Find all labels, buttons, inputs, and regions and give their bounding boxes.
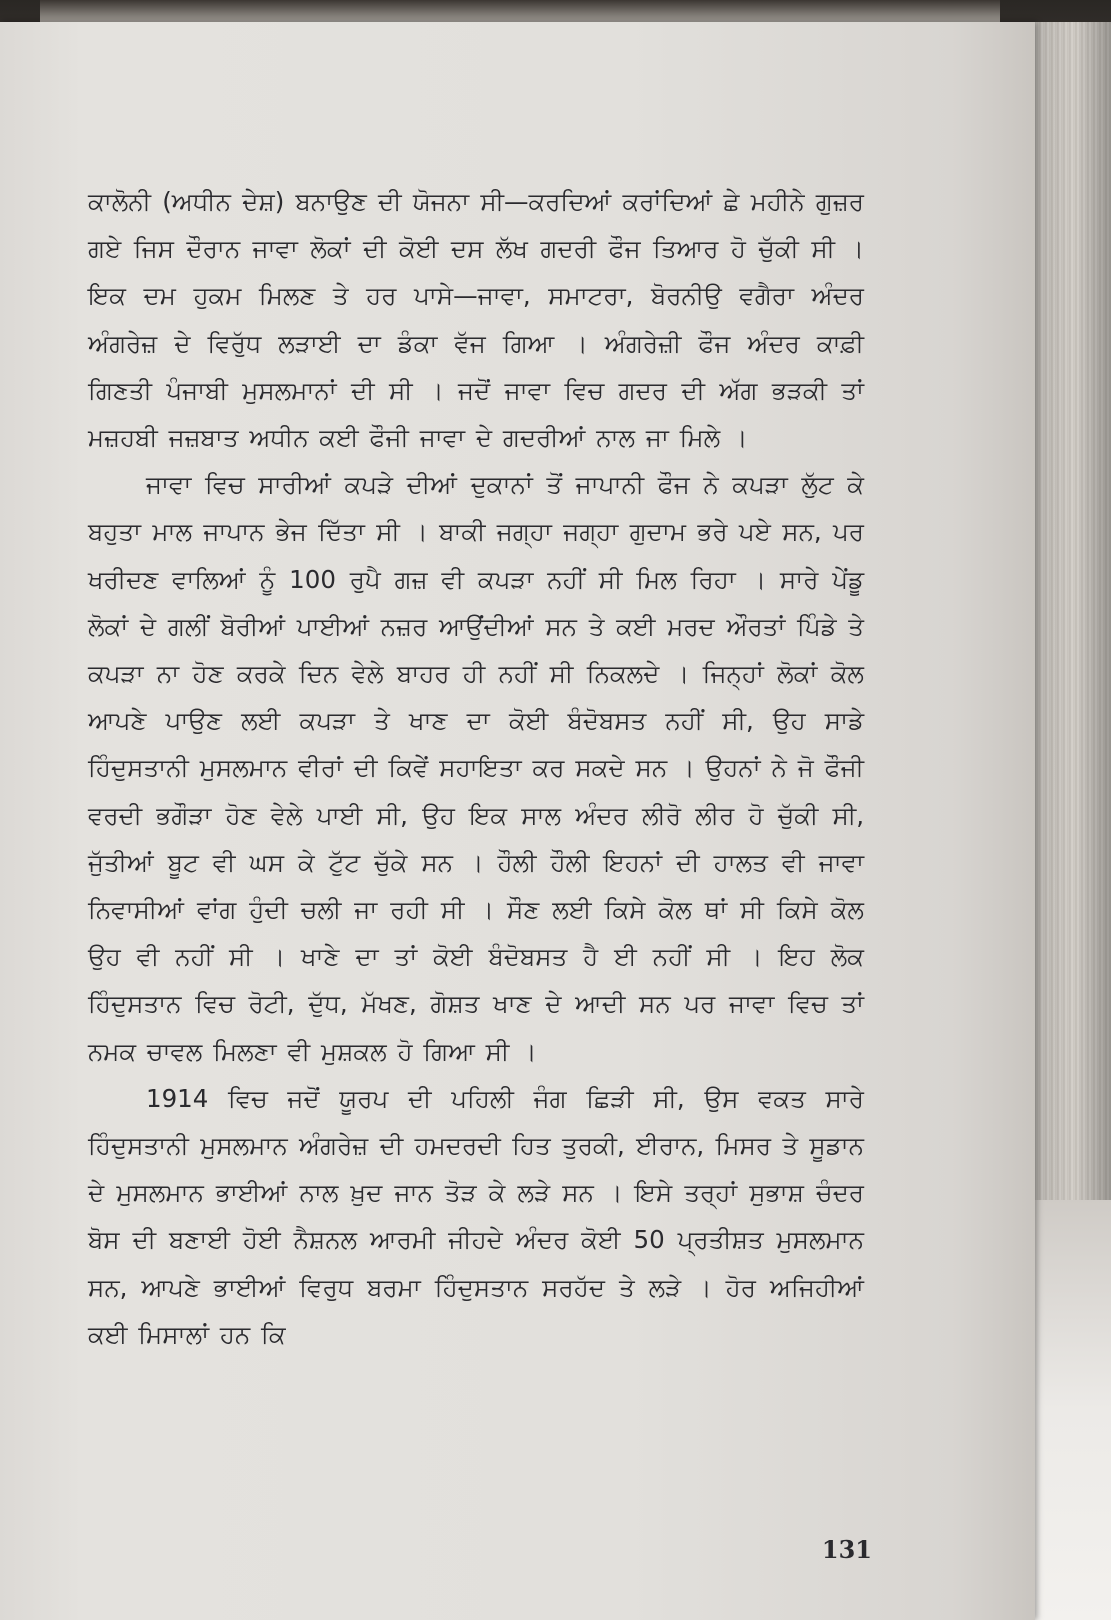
page-number: 131: [821, 1535, 872, 1564]
paragraph-1: ਕਾਲੋਨੀ (ਅਧੀਨ ਦੇਸ਼) ਬਨਾਉਣ ਦੀ ਯੋਜਨਾ ਸੀ—ਕਰਦਿਆਂ ਕਰਾਂਦਿਆਂ ਛੇ ਮਹੀਨੇ ਗੁਜ਼ਰ ਗਏ ਜਿਸ ਦੌਰਾਨ ਜਾਵਾ ਲੋਕਾਂ ਦੀ ਕੋਈ ਦਸ ਲੱਖ ਗਦਰੀ ਫੌਜ ਤਿਆਰ ਹੋ ਚੁੱਕੀ ਸੀ । ਇਕ ਦਮ ਹੁਕਮ ਮਿਲਣ ਤੇ ਹਰ ਪਾਸੇ—ਜਾਵਾ, ਸਮਾਟਰਾ, ਬੋਰਨੀਉ ਵਗੈਰਾ ਅੰਦਰ ਅੰਗਰੇਜ਼ ਦੇ ਵਿਰੁੱਧ ਲੜਾਈ ਦਾ ਡੰਕਾ ਵੱਜ ਗਿਆ । ਅੰਗਰੇਜ਼ੀ ਫੌਜ ਅੰਦਰ ਕਾਫ਼ੀ ਗਿਣਤੀ ਪੰਜਾਬੀ ਮੁਸਲਮਾਨਾਂ ਦੀ ਸੀ । ਜਦੋਂ ਜਾਵਾ ਵਿਚ ਗਦਰ ਦੀ ਅੱਗ ਭੜਕੀ ਤਾਂ ਮਜ਼ਹਬੀ ਜਜ਼ਬਾਤ ਅਧੀਨ ਕਈ ਫੌਜੀ ਜਾਵਾ ਦੇ ਗਦਰੀਆਂ ਨਾਲ ਜਾ ਮਿਲੇ ।: [88, 187, 864, 453]
paragraph-3: 1914 ਵਿਚ ਜਦੋਂ ਯੂਰਪ ਦੀ ਪਹਿਲੀ ਜੰਗ ਛਿੜੀ ਸੀ, ਉਸ ਵਕਤ ਸਾਰੇ ਹਿੰਦੁਸਤਾਨੀ ਮੁਸਲਮਾਨ ਅੰਗਰੇਜ਼ ਦੀ ਹਮਦਰਦੀ ਹਿਤ ਤੁਰਕੀ, ਈਰਾਨ, ਮਿਸਰ ਤੇ ਸੂਡਾਨ ਦੇ ਮੁਸਲਮਾਨ ਭਾਈਆਂ ਨਾਲ ਖ਼ੁਦ ਜਾਨ ਤੋੜ ਕੇ ਲੜੇ ਸਨ । ਇਸੇ ਤਰ੍ਹਾਂ ਸੁਭਾਸ਼ ਚੰਦਰ ਬੋਸ ਦੀ ਬਣਾਈ ਹੋਈ ਨੈਸ਼ਨਲ ਆਰਮੀ ਜੀਹਦੇ ਅੰਦਰ ਕੋਈ 50 ਪ੍ਰਤੀਸ਼ਤ ਮੁਸਲਮਾਨ ਸਨ, ਆਪਣੇ ਭਾਈਆਂ ਵਿਰੁਧ ਬਰਮਾ ਹਿੰਦੁਸਤਾਨ ਸਰਹੱਦ ਤੇ ਲੜੇ । ਹੋਰ ਅਜਿਹੀਆਂ ਕਈ ਮਿਸਾਲਾਂ ਹਨ ਕਿ: [88, 1083, 864, 1349]
lower-right-surface: [1035, 1200, 1111, 1620]
paragraph-2: ਜਾਵਾ ਵਿਚ ਸਾਰੀਆਂ ਕਪੜੇ ਦੀਆਂ ਦੁਕਾਨਾਂ ਤੋਂ ਜਾਪਾਨੀ ਫੌਜ ਨੇ ਕਪੜਾ ਲੁੱਟ ਕੇ ਬਹੁਤਾ ਮਾਲ ਜਾਪਾਨ ਭੇਜ ਦਿੱਤਾ ਸੀ । ਬਾਕੀ ਜਗ੍ਹਾ ਜਗ੍ਹਾ ਗੁਦਾਮ ਭਰੇ ਪਏ ਸਨ, ਪਰ ਖਰੀਦਣ ਵਾਲਿਆਂ ਨੂੰ 100 ਰੁਪੈ ਗਜ਼ ਵੀ ਕਪੜਾ ਨਹੀਂ ਸੀ ਮਿਲ ਰਿਹਾ । ਸਾਰੇ ਪੇਂਡੂ ਲੋਕਾਂ ਦੇ ਗਲੀਂ ਬੋਰੀਆਂ ਪਾਈਆਂ ਨਜ਼ਰ ਆਉਂਦੀਆਂ ਸਨ ਤੇ ਕਈ ਮਰਦ ਔਰਤਾਂ ਪਿੰਡੇ ਤੇ ਕਪੜਾ ਨਾ ਹੋਣ ਕਰਕੇ ਦਿਨ ਵੇਲੇ ਬਾਹਰ ਹੀ ਨਹੀਂ ਸੀ ਨਿਕਲਦੇ । ਜਿਨ੍ਹਾਂ ਲੋਕਾਂ ਕੋਲ ਆਪਣੇ ਪਾਉਣ ਲਈ ਕਪੜਾ ਤੇ ਖਾਣ ਦਾ ਕੋਈ ਬੰਦੋਬਸਤ ਨਹੀਂ ਸੀ, ਉਹ ਸਾਡੇ ਹਿੰਦੁਸਤਾਨੀ ਮੁਸਲਮਾਨ ਵੀਰਾਂ ਦੀ ਕਿਵੇਂ ਸਹਾਇਤਾ ਕਰ ਸਕਦੇ ਸਨ । ਉਹਨਾਂ ਨੇ ਜੋ ਫੌਜੀ ਵਰਦੀ ਭਗੌੜਾ ਹੋਣ ਵੇਲੇ ਪਾਈ ਸੀ, ਉਹ ਇਕ ਸਾਲ ਅੰਦਰ ਲੀਰੋ ਲੀਰ ਹੋ ਚੁੱਕੀ ਸੀ, ਜੁੱਤੀਆਂ ਬੂਟ ਵੀ ਘਸ ਕੇ ਟੁੱਟ ਚੁੱਕੇ ਸਨ । ਹੌਲੀ ਹੌਲੀ ਇਹਨਾਂ ਦੀ ਹਾਲਤ ਵੀ ਜਾਵਾ ਨਿਵਾਸੀਆਂ ਵਾਂਗ ਹੁੰਦੀ ਚਲੀ ਜਾ ਰਹੀ ਸੀ । ਸੌਣ ਲਈ ਕਿਸੇ ਕੋਲ ਥਾਂ ਸੀ ਕਿਸੇ ਕੋਲ ਉਹ ਵੀ ਨਹੀਂ ਸੀ । ਖਾਣੇ ਦਾ ਤਾਂ ਕੋਈ ਬੰਦੋਬਸਤ ਹੈ ਈ ਨਹੀਂ ਸੀ । ਇਹ ਲੋਕ ਹਿੰਦੁਸਤਾਨ ਵਿਚ ਰੋਟੀ, ਦੁੱਧ, ਮੱਖਣ, ਗੋਸ਼ਤ ਖਾਣ ਦੇ ਆਦੀ ਸਨ ਪਰ ਜਾਵਾ ਵਿਚ ਤਾਂ ਨਮਕ ਚਾਵਲ ਮਿਲਣਾ ਵੀ ਮੁਸ਼ਕਲ ਹੋ ਗਿਆ ਸੀ ।: [88, 470, 864, 1066]
page-text-block: [88, 178, 864, 1358]
